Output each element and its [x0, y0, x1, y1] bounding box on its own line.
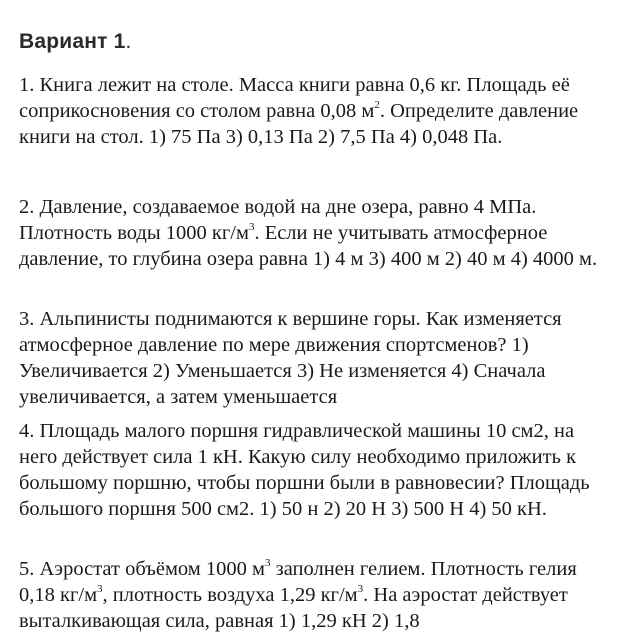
task-3 [19, 306, 615, 410]
task-5-text-c: , плотность воздуха 1,29 кг/м [102, 584, 358, 606]
task-2-text-b: . Если не учитывать атмосферное давление, то глубина озера равна 1) 4 м 3) 400 м 2) 40 м 4) 4000 м. [19, 222, 598, 270]
task-4-text: 4. Площадь малого поршня гидравлической машины 10 см2, на него действует сила 1 кН. Какую силу необходимо приложить к большому поршню, чтобы поршни были в равновесии? Площадь большого поршня 500 см2. 1) 50 н 2) 20 Н 3) 500 Н 4) 50 кН. [19, 420, 590, 520]
task-5-text-a: 5. Аэростат объёмом 1000 м [19, 558, 265, 580]
variant-title: Вариант 1 [19, 30, 126, 53]
task-5-superscript-b: 3 [97, 583, 103, 596]
task-2-text-a: 2. Давление, создаваемое водой на дне озера, равно 4 МПа. Плотность воды 1000 кг/м [19, 196, 537, 244]
task-4 [19, 418, 615, 522]
task-5 [19, 556, 615, 634]
task-1-text-b: . Определите давление книги на стол. 1) 75 Па 3) 0,13 Па 2) 7,5 Па 4) 0,048 Па. [19, 100, 579, 148]
task-5-text-d: . На аэростат действует выталкивающая сила, равная 1) 1,29 кН 2) 1,8 [19, 584, 568, 632]
task-1-text-a: 1. Книга лежит на столе. Масса книги равна 0,6 кг. Площадь её соприкосновения со столом равна 0,08 м [19, 74, 570, 122]
task-5-superscript-a: 3 [264, 557, 271, 570]
task-2-superscript: 3 [248, 221, 255, 234]
task-5-text-b: заполнен гелием. Плотность гелия 0,18 кг/м [19, 558, 577, 606]
variant-period: . [125, 30, 132, 53]
task-1-superscript: 2 [374, 99, 380, 112]
task-1 [19, 72, 615, 150]
task-3-text: 3. Альпинисты поднимаются к вершине горы. Как изменяется атмосферное давление по мере движения спортсменов? 1) Увеличивается 2) Уменьшается 3) Не изменяется 4) Сначала увеличивается, а затем уменьшается [19, 308, 562, 408]
variant-heading [19, 30, 132, 54]
task-2 [19, 194, 615, 272]
task-5-superscript-c: 3 [357, 583, 364, 596]
